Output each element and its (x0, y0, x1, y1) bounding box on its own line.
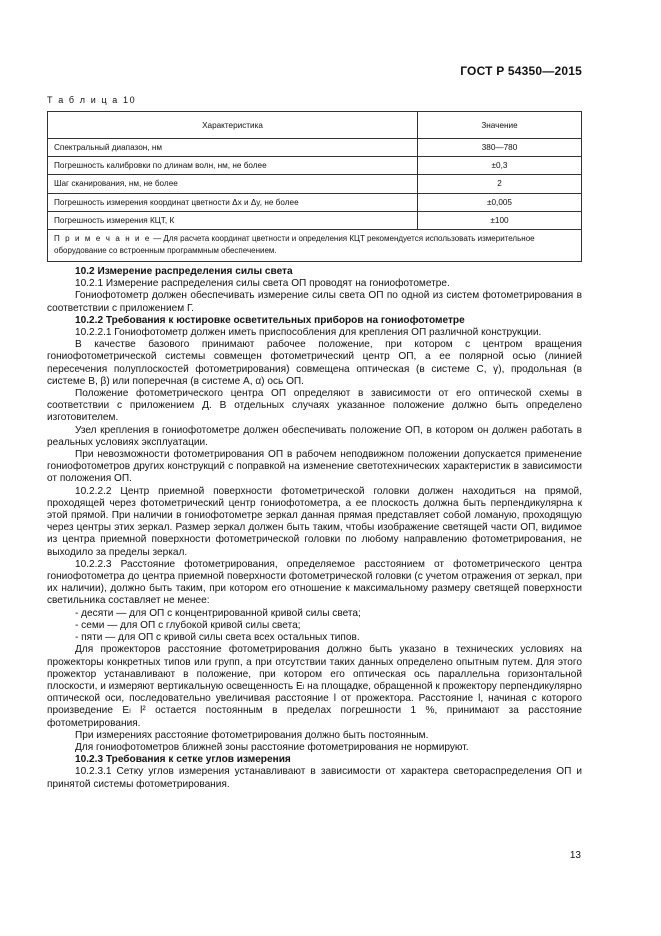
table-row (48, 193, 582, 211)
list-item: - пяти — для ОП с кривой силы света всех остальных типов. (75, 632, 360, 644)
paragraph: При невозможности фотометрирования ОП в рабочем неподвижном положении допускается применение гониофотометров других конструкций с поправкой на изменение светотехнических характеристик в зависимости от положения ОП. (47, 449, 582, 485)
paragraph: 10.2.1 Измерение распределения силы света ОП проводят на гониофотометре. (75, 278, 450, 290)
column-header-value: Значение (418, 112, 582, 139)
table-cell: Погрешность измерения КЦТ, К (48, 211, 418, 229)
paragraph: 10.2.3.1 Сетку углов измерения устанавливают в зависимости от характера светораспределения ОП и принятой системы фотометрирования. (47, 766, 582, 790)
paragraph: Для прожекторов расстояние фотометрирования должно быть указано в технических условиях на прожекторы конкретных типов или групп, а при отсутствии таких данных определено опытным путем. Для этого прожектор устанавливают в положение, при котором его оптическая ось параллельна горизонтальной плоскости, и измеряют вертикальную освещенность Eₗ на площадке, обращенной к прожектору перпендикулярно оптической оси, последовательно увеличивая расстояние l от прожектора. Расстояние l, начиная с которого произведение Eₗ l² остается постоянным в пределах погрешности 1 %, принимают за расстояние фотометрирования. (47, 644, 582, 729)
section-heading: 10.2 Измерение распределения силы света (75, 266, 293, 277)
paragraph: Для гониофотометров ближней зоны расстояние фотометрирования не нормируют. (75, 741, 469, 753)
note-text: — Для расчета координат цветности и определения КЦТ рекомендуется использовать измерительное оборудование со встроенным программным обеспечением. (54, 233, 535, 256)
page-number: 13 (569, 850, 581, 861)
table-cell: 380—780 (418, 139, 582, 157)
table-cell: Спектральный диапазон, нм (48, 139, 418, 157)
table-cell: 2 (418, 175, 582, 193)
table-cell: Погрешность измерения координат цветности Δx и Δy, не более (48, 193, 418, 211)
paragraph: 10.2.2.1 Гониофотометр должен иметь приспособления для крепления ОП различной конструкции. (75, 327, 542, 339)
list-item: - семи — для ОП с глубокой кривой силы света; (75, 619, 301, 631)
spec-table (47, 111, 582, 262)
table-cell: ±0,3 (418, 157, 582, 175)
table-caption: Т а б л и ц а 10 (47, 95, 137, 105)
table-cell: ±100 (418, 211, 582, 229)
paragraph: В качестве базового принимают рабочее положение, при котором с центром вращения гониофотометрической системы совмещен фотометрический центр ОП, а ее полярной осью (линией пересечения полуплоскостей фотометрирования) совмещена оптическая (в системе C, γ), продольная (в системе B, β) или поперечная (в системе A, α) ось ОП. (47, 339, 582, 387)
paragraph: 10.2.2.2 Центр приемной поверхности фотометрической головки должен находиться на прямой, проходящей через фотометрический центр гониофотометра, а ее плоскость должна быть перпендикулярна к этой прямой. При наличии в гониофотометре зеркал данная прямая представляет собой ломаную, проходящую через центры этих зеркал. Размер зеркал должен быть таким, чтобы изображение светящей части ОП, видимое из центра приемной поверхности фотометрической головки по любому направлению фотометрирования, не выходило за пределы зеркал. (47, 485, 582, 558)
column-header-characteristic: Характеристика (48, 112, 418, 139)
paragraph: При измерениях расстояние фотометрирования должно быть постоянным. (75, 729, 429, 741)
table-cell: ±0,005 (418, 193, 582, 211)
table-cell: Погрешность калибровки по длинам волн, нм, не более (48, 157, 418, 175)
table-row (48, 211, 582, 229)
document-header: ГОСТ Р 54350—2015 (460, 64, 582, 78)
table-note (48, 229, 582, 261)
note-label: П р и м е ч а н и е (54, 233, 151, 243)
section-heading: 10.2.3 Требования к сетке углов измерения (75, 754, 291, 766)
table-row (48, 175, 582, 193)
section-heading: 10.2.2 Требования к юстировке осветительных приборов на гониофотометре (75, 314, 465, 326)
paragraph: Положение фотометрического центра ОП определяют в зависимости от его оптической схемы в соответствии с приложением Д. В отдельных случаях указанное положение должно быть определено изготовителем. (47, 388, 582, 424)
paragraph: 10.2.2.3 Расстояние фотометрирования, определяемое расстоянием от фотометрического центра гониофотометра до центра приемной поверхности фотометрической головки (с учетом отражения от зеркал, при их наличии), должно быть таким, при котором его отношение к максимальному размеру светящей поверхности светильника составляет не менее: (47, 558, 582, 607)
table-row (48, 139, 582, 157)
list-item: - десяти — для ОП с концентрированной кривой силы света; (75, 607, 361, 619)
document-body (47, 266, 582, 791)
table-note-row (48, 229, 582, 261)
table-cell: Шаг сканирования, нм, не более (48, 175, 418, 193)
table-header-row (48, 112, 582, 139)
paragraph: Узел крепления в гониофотометре должен обеспечивать положение ОП, в котором он должен работать в реальных условиях эксплуатации. (47, 424, 582, 448)
paragraph: Гониофотометр должен обеспечивать измерение силы света ОП по одной из систем фотометрирования в соответствии с приложением Г. (47, 290, 582, 314)
table-row (48, 157, 582, 175)
